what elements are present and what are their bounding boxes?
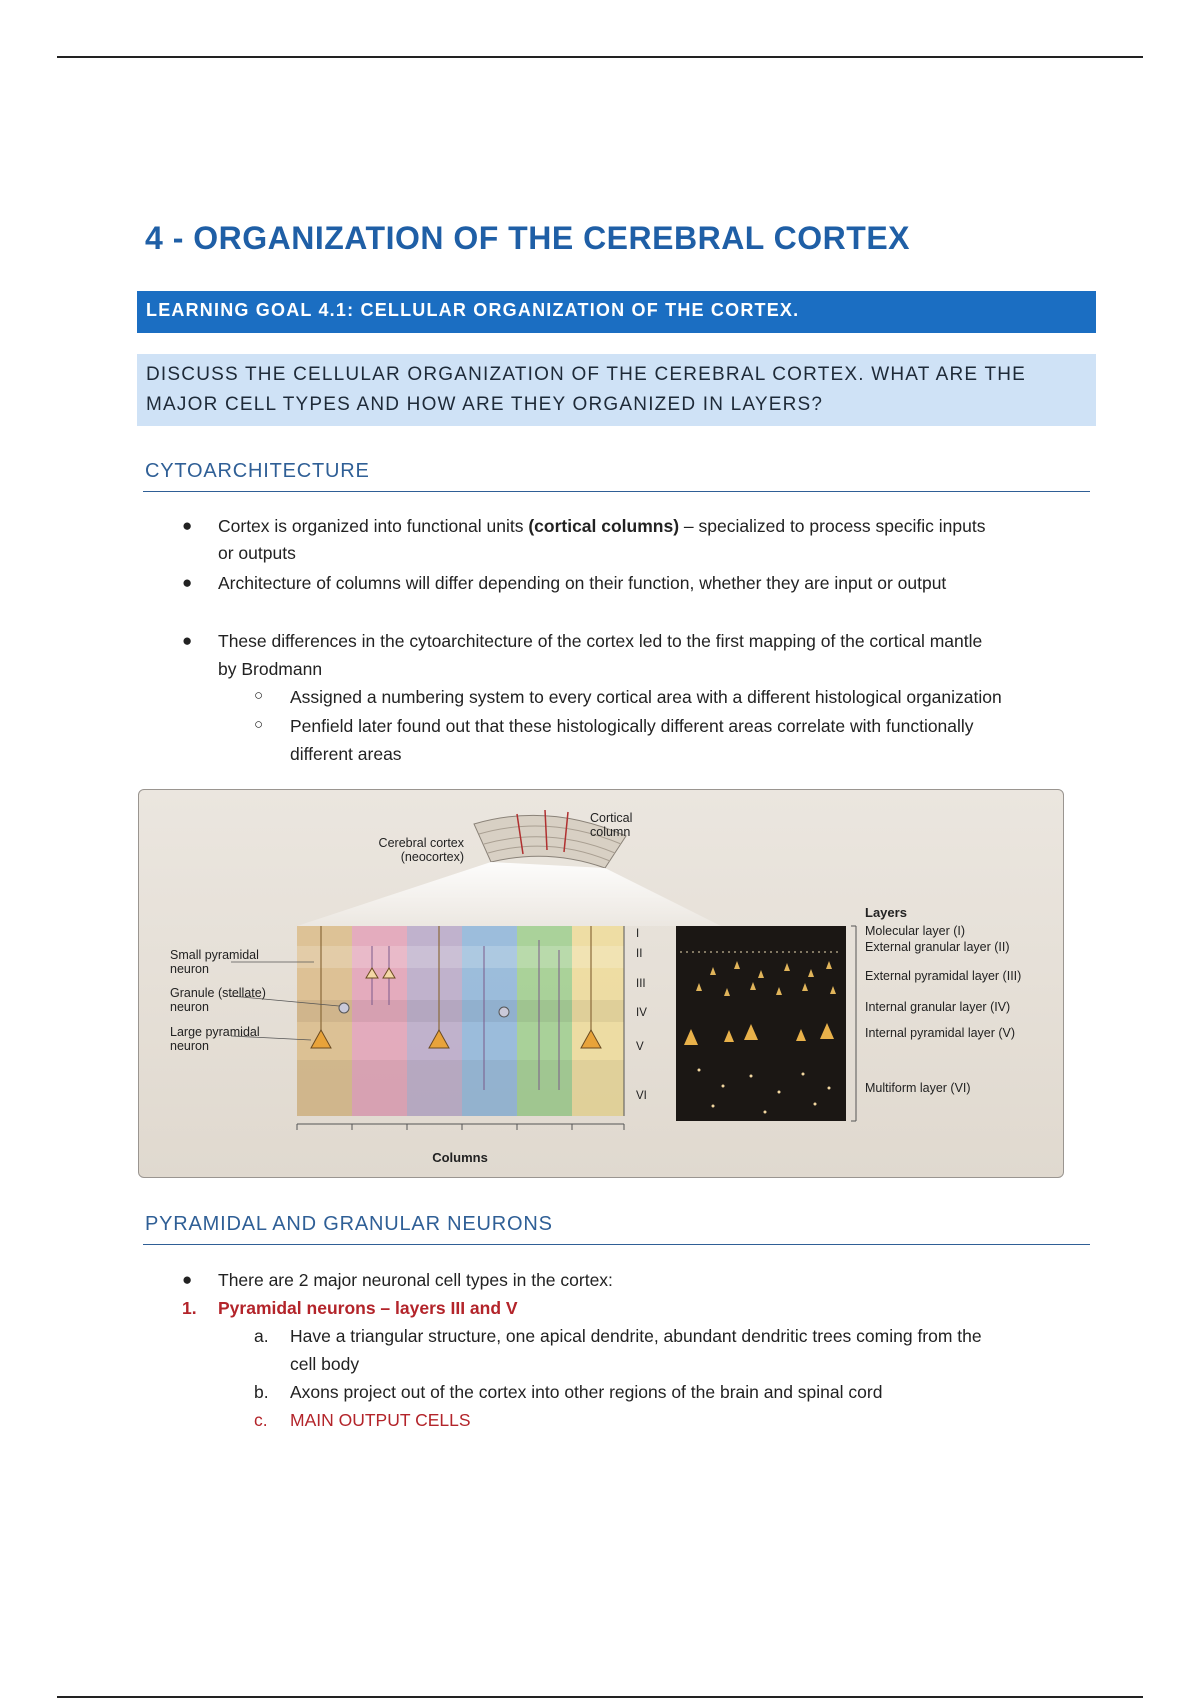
sub-bullet-icon: ○ bbox=[254, 716, 264, 733]
learning-goal-bar: LEARNING GOAL 4.1: CELLULAR ORGANIZATION OF THE CORTEX. bbox=[137, 291, 1096, 333]
cyto-sub-bullet-2: Penfield later found out that these histologically different areas correlate with functionally bbox=[290, 716, 974, 736]
granule-neuron bbox=[499, 1007, 509, 1017]
pyr-item-1: Pyramidal neurons – layers III and V bbox=[218, 1298, 518, 1318]
question-line-1: DISCUSS THE CELLULAR ORGANIZATION OF THE CEREBRAL CORTEX. WHAT ARE THE bbox=[146, 364, 1027, 385]
section-heading-cytoarchitecture: CYTOARCHITECTURE bbox=[145, 460, 370, 482]
layer-roman-III: III bbox=[636, 978, 646, 990]
layer-label-II: External granular layer (II) bbox=[865, 940, 1010, 954]
cyto-bullet-3: These differences in the cytoarchitecture of the cortex led to the first mapping of the cortical mantle bbox=[218, 631, 983, 651]
columns-label: Columns bbox=[432, 1150, 488, 1165]
columns-block bbox=[297, 926, 624, 1116]
cortex-layers-figure bbox=[138, 789, 1064, 1178]
page-title: 4 - ORGANIZATION OF THE CEREBRAL CORTEX bbox=[145, 220, 910, 256]
granule-label: Granule (stellate) bbox=[170, 986, 266, 1000]
cyto-sub-bullet-2-cont: different areas bbox=[290, 744, 402, 764]
layer-roman-V: V bbox=[636, 1041, 644, 1053]
layer-roman-I: I bbox=[636, 928, 640, 940]
section-rule bbox=[143, 491, 1090, 492]
pyr-number-1: 1. bbox=[182, 1298, 197, 1318]
large-pyramidal-label-2: neuron bbox=[170, 1039, 209, 1053]
figure-illustration bbox=[139, 790, 1063, 1177]
small-pyramidal-label-2: neuron bbox=[170, 962, 209, 976]
pyr-item-a: Have a triangular structure, one apical dendrite, abundant dendritic trees coming from the bbox=[290, 1326, 982, 1346]
histology-micrograph bbox=[676, 926, 846, 1121]
cyto-bullet-2: Architecture of columns will differ depending on their function, whether they are input or output bbox=[218, 573, 947, 593]
layer-label-V: Internal pyramidal layer (V) bbox=[865, 1026, 1016, 1040]
sub-bullet-icon: ○ bbox=[254, 687, 264, 704]
layer-roman-IV: IV bbox=[636, 1007, 647, 1019]
section-rule bbox=[143, 1244, 1090, 1245]
cortical-columns-term: (cortical columns) bbox=[528, 516, 680, 536]
section-heading-pyramidal-granular: PYRAMIDAL AND GRANULAR NEURONS bbox=[145, 1213, 553, 1235]
cortical-column-label: Cortical bbox=[590, 811, 633, 825]
pyr-bullet-1: There are 2 major neuronal cell types in the cortex: bbox=[218, 1270, 613, 1290]
bullet-icon: ● bbox=[182, 516, 193, 535]
granule-neuron bbox=[339, 1003, 349, 1013]
pyr-item-a-cont: cell body bbox=[290, 1354, 360, 1374]
cerebral-cortex-sublabel: (neocortex) bbox=[400, 850, 464, 864]
small-pyramidal-label: Small pyramidal bbox=[170, 948, 259, 962]
cyto-bullet-1: Cortex is organized into functional units (cortical columns) – specialized to process specific inputs bbox=[218, 516, 986, 536]
layers-heading: Layers bbox=[865, 905, 907, 920]
layer-label-VI: Multiform layer (VI) bbox=[865, 1081, 971, 1095]
cyto-bullet-1-cont: or outputs bbox=[218, 543, 296, 563]
cyto-bullet-3-cont: by Brodmann bbox=[218, 659, 323, 679]
pyr-item-b: Axons project out of the cortex into other regions of the brain and spinal cord bbox=[290, 1382, 883, 1402]
granule-label-2: neuron bbox=[170, 1000, 209, 1014]
pyr-item-c: MAIN OUTPUT CELLS bbox=[290, 1410, 471, 1430]
projection-fan bbox=[297, 862, 721, 926]
pyr-letter-c: c. bbox=[254, 1410, 268, 1430]
bullet-icon: ● bbox=[182, 1270, 193, 1289]
bullet-icon: ● bbox=[182, 631, 193, 650]
large-pyramidal-label: Large pyramidal bbox=[170, 1025, 260, 1039]
cortical-column-label-2: column bbox=[590, 825, 631, 839]
cyto-sub-bullet-1: Assigned a numbering system to every cortical area with a different histological organization bbox=[290, 687, 1002, 707]
pyr-letter-b: b. bbox=[254, 1382, 269, 1402]
pyr-letter-a: a. bbox=[254, 1326, 269, 1346]
column-axis bbox=[297, 1124, 624, 1130]
top-rule bbox=[57, 56, 1143, 58]
layers-bracket bbox=[851, 926, 856, 1121]
layer-roman-VI: VI bbox=[636, 1090, 647, 1102]
bullet-icon: ● bbox=[182, 573, 193, 592]
layer-label-I: Molecular layer (I) bbox=[865, 924, 966, 938]
layer-label-III: External pyramidal layer (III) bbox=[865, 969, 1022, 983]
bottom-rule bbox=[57, 1696, 1143, 1698]
layer-roman-II: II bbox=[636, 948, 643, 960]
question-box bbox=[137, 354, 1096, 426]
question-line-2: MAJOR CELL TYPES AND HOW ARE THEY ORGANIZED IN LAYERS? bbox=[146, 394, 824, 415]
cerebral-cortex-label: Cerebral cortex bbox=[378, 836, 464, 850]
layer-label-IV: Internal granular layer (IV) bbox=[865, 1000, 1011, 1014]
